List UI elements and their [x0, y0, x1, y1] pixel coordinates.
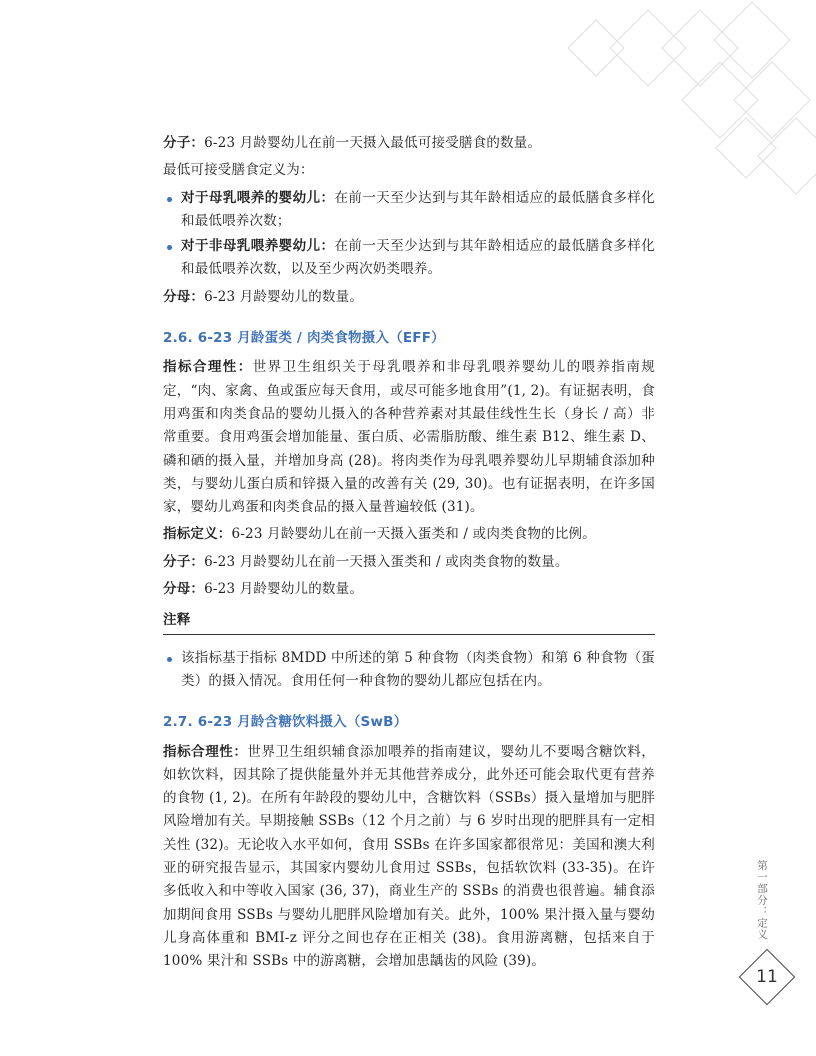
definition-paragraph — [163, 523, 655, 546]
main-content — [163, 132, 655, 978]
numerator-label: 分子： — [163, 135, 205, 151]
numerator-text: 6-23 月龄婴幼儿在前一天摄入蛋类和 / 或肉类食物的数量。 — [204, 553, 569, 570]
definition-text: 6-23 月龄婴幼儿在前一天摄入蛋类和 / 或肉类食物的比例。 — [231, 526, 596, 543]
denominator-label: 分母： — [163, 288, 205, 305]
bullet-text: 在前一天至少达到与其年龄相适应的最低膳食多样化和最低喂养次数，以及至少两次奶类喂养。 — [181, 238, 655, 278]
section-heading-eff: 2.6. 6-23 月龄蛋类 / 肉类食物摄入（EFF） — [163, 330, 445, 347]
definition-intro: 最低可接受膳食定义为： — [163, 162, 314, 179]
denominator-paragraph — [163, 578, 655, 601]
numerator-label: 分子： — [163, 553, 205, 570]
numerator-paragraph — [163, 132, 655, 155]
notes-list — [163, 647, 655, 694]
rationale-paragraph — [163, 356, 655, 519]
rationale-label: 指标合理性： — [163, 359, 253, 376]
rationale-paragraph — [163, 741, 655, 974]
section-side-label: 第一部分：定义 — [756, 860, 768, 941]
bullet-label: 对于非母乳喂养婴幼儿： — [181, 238, 335, 255]
denominator-paragraph — [163, 286, 655, 309]
numerator-text: 6-23 月龄婴幼儿在前一天摄入最低可接受膳食的数量。 — [204, 135, 542, 151]
notes-heading: 注释 — [163, 609, 655, 634]
denominator-label: 分母： — [163, 581, 205, 598]
denominator-text: 6-23 月龄婴幼儿的数量。 — [204, 581, 364, 598]
bullet-label: 对于母乳喂养的婴幼儿： — [181, 189, 335, 206]
rationale-label: 指标合理性： — [163, 743, 248, 760]
rationale-text: 世界卫生组织关于母乳喂养和非母乳喂养婴幼儿的喂养指南规定，“肉、家禽、鱼或蛋应每天食用，或尽可能多地食用”(1, 2)。有证据表明，食用鸡蛋和肉类食品的婴幼儿摄入的各种营养素对其最佳线性生长（身长 / 高）非常重要。食用鸡蛋会增加能量、蛋白质、必需脂肪酸、维生素 B12、维生素 D、磷和硒的摄入量，并增加身高 (28)。将肉类作为母乳喂养婴幼儿早期辅食添加种类，与婴幼儿蛋白质和锌摄入量的改善有关 (29, 30)。也有证据表明，在许多国家，婴幼儿鸡蛋和肉类食品的摄入量普遍较低 (31)。 — [163, 359, 655, 516]
list-item — [163, 187, 655, 234]
page-number-badge — [738, 948, 796, 1006]
page-number: 11 — [756, 967, 778, 987]
numerator-paragraph — [163, 551, 655, 574]
denominator-text: 6-23 月龄婴幼儿的数量。 — [204, 288, 364, 305]
definition-label: 指标定义： — [163, 526, 232, 543]
list-item: 该指标基于指标 8MDD 中所述的第 5 种食物（肉类食物）和第 6 种食物（蛋类）的摄入情况。食用任何一种食物的婴幼儿都应包括在内。 — [163, 647, 655, 694]
section-heading-swb: 2.7. 6-23 月龄含糖饮料摄入（SwB） — [163, 714, 408, 731]
rationale-text: 世界卫生组织辅食添加喂养的指南建议，婴幼儿不要喝含糖饮料，如软饮料，因其除了提供能量外并无其他营养成分，此外还可能会取代更有营养的食物 (1, 2)。在所有年龄段的婴幼儿中，含糖饮料（SSBs）摄入量增加与肥胖风险增加有关。早期接触 SSBs（12 个月之前）与 6 岁时出现的肥胖具有一定相关性 (32)。无论收入水平如何，食用 SSBs 在许多国家都很常见：美国和澳大利亚的研究报告显示，其国家内婴幼儿食用过 SSBs，包括软饮料 (33-35)。在许多低收入和中等收入国家 (36, 37)，商业生产的 SSBs 的消费也很普遍。辅食添加期间食用 SSBs 与婴幼儿肥胖风险增加有关。此外，100% 果汁摄入量与婴幼儿身高体重和 BMI-z 评分之间也存在正相关 (38)。食用游离糖，包括来自于 100% 果汁和 SSBs 中的游离糖，会增加患龋齿的风险 (39)。 — [163, 743, 655, 970]
list-item — [163, 235, 655, 282]
definition-list — [163, 187, 655, 282]
bullet-text: 在前一天至少达到与其年龄相适应的最低膳食多样化和最低喂养次数； — [181, 189, 655, 229]
